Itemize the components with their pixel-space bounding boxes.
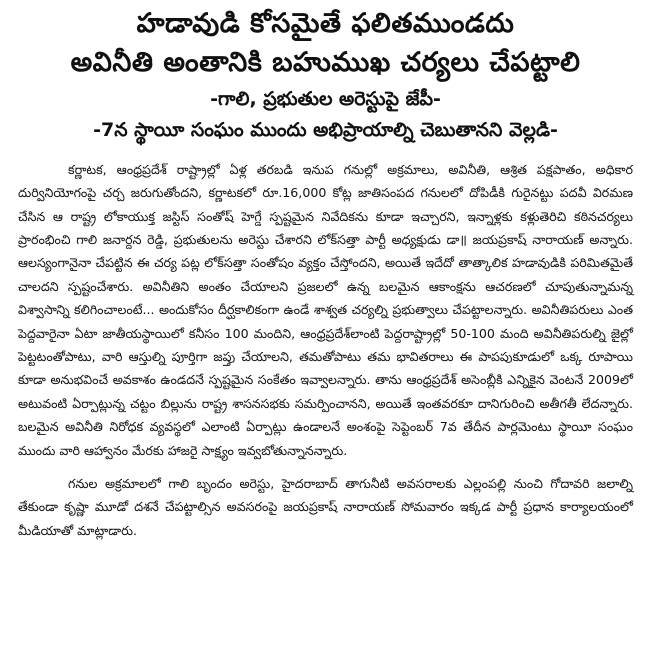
paragraph-2: గనుల అక్రమాలలో గాలి బృందం అరెస్టు, హైదరాబాద్ తాగునీటి అవసరాలకు ఎల్లంపల్లి నుంచి గోదావరి జలాల్ని తేకుండా కృష్ణా మూడో దశనే చేపట్టాల్సిన అవసరంపై జయప్రకాష్ నారాయణ్ సోమవారం ఇక్కడ పార్టీ ప్రధాన కార్యాలయంలో మీడియాతో మాట్లాడారు. [18,475,633,538]
paragraph-1: కర్ణాటక, ఆంధ్రప్రదేశ్ రాష్ట్రాల్లో ఏళ్ల తరబడి ఇనుప గనుల్లో అక్రమాలు, అవినీతి, ఆశ్రిత పక్షపాతం, అధికార దుర్వినియోగంపై చర్చ జరుగుతోందని, కర్ణాటకలో రూ.16,000 కోట్ల జాతిసంపద గనులలో దోపిడీకి గురైనట్టు పదవీ విరమణ చేసిన ఆ రాష్ట్ర లోకాయుక్త జస్టిస్ సంతోష్ హెగ్డే స్పష్టమైన నివేదికను కూడా ఇచ్చారని, ఇన్నాళ్లకు కళ్లుతెరిచి కఠినచర్యలు ప్రారంభించి గాలి జనార్దన రెడ్డి, ప్రభుతులను అరెస్టు చేశారని లోక్‌సత్తా పార్టీ అధ్యక్షుడు డా॥ జయప్రకాష్ నారాయణ్ అన్నారు. ఆలస్యంగానైనా చేపట్టిన ఈ చర్య పట్ల లోక్‌సత్తా సంతోషం వ్యక్తం చేస్తోందని, అయితే ఇదేదో తాత్కాలిక హడావుడికి పరిమితమైతే చాలదని స్పష్టంచేశారు. అవినీతిని అంతం చేయాలని ప్రజలలో ఉన్న బలమైన ఆకాంక్షను ఆచరణలో చూపుతున్నామన్న విశ్వాసాన్ని కలిగించాలంటే... అందుకోసం దీర్ఘకాలికంగా ఉండే శాశ్వత చర్యల్ని ప్రభుత్వాలు చేపట్టాలన్నారు. అవినీతిపరులు ఎంత పెద్దవారైనా ఏటా జాతీయస్థాయిలో కనీసం 100 మందిని, ఆంధ్రప్రదేశ్‌లాంటి పెద్దరాష్ట్రాల్లో 50-100 మంది అవినీతిపరుల్ని జైల్లో పెట్టటంతోపాటు, వారి ఆస్తుల్ని పూర్తిగా జప్తు చేయాలని, తమతోపాటు తమ భావితరాలు ఈ పాపపుకూడులో ఒక్క రూపాయి కూడా అనుభవించే అవకాశం ఉండదనే స్పష్టమైన సంకేతం ఇవ్వాలన్నారు. తాను ఆంధ్రప్రదేశ్ అసెంబ్లీకి ఎన్నికైన వెంటనే 2009లో అటువంటి ఏర్పాట్లున్న చట్టం బిల్లును రాష్ట్ర శాసనసభకు సమర్పించానని, అయితే ఇంతవరకూ దానిగురించి అతీగతీ లేదన్నారు. బలమైన అవినీతి నిరోధక వ్యవస్థలో ఎలాంటి ఏర్పాట్లు ఉండాలనే అంశంపై సెప్టెంబర్ 7వ తేదీన పార్లమెంటు స్థాయీ సంఘం ముందు వారి ఆహ్వానం మేరకు హాజరై సాక్ష్యం ఇవ్వబోతున్నానన్నారు. [18,161,633,458]
subheading-2: -7న స్థాయీ సంఘం ముందు అభిప్రాయాల్ని చెబుతానని వెల్లడి- [93,118,558,141]
headline-line-2: అవినీతి అంతానికి బహుముఖ చర్యలు చేపట్టాలి [70,47,581,79]
headline-line-1: హడావుడి కోసమైతే ఫలితముండదు [136,8,515,39]
subheading-1: -గాలి, ప్రభుతుల అరెస్టుపై జేపీ- [210,88,441,111]
article-body [18,158,633,543]
